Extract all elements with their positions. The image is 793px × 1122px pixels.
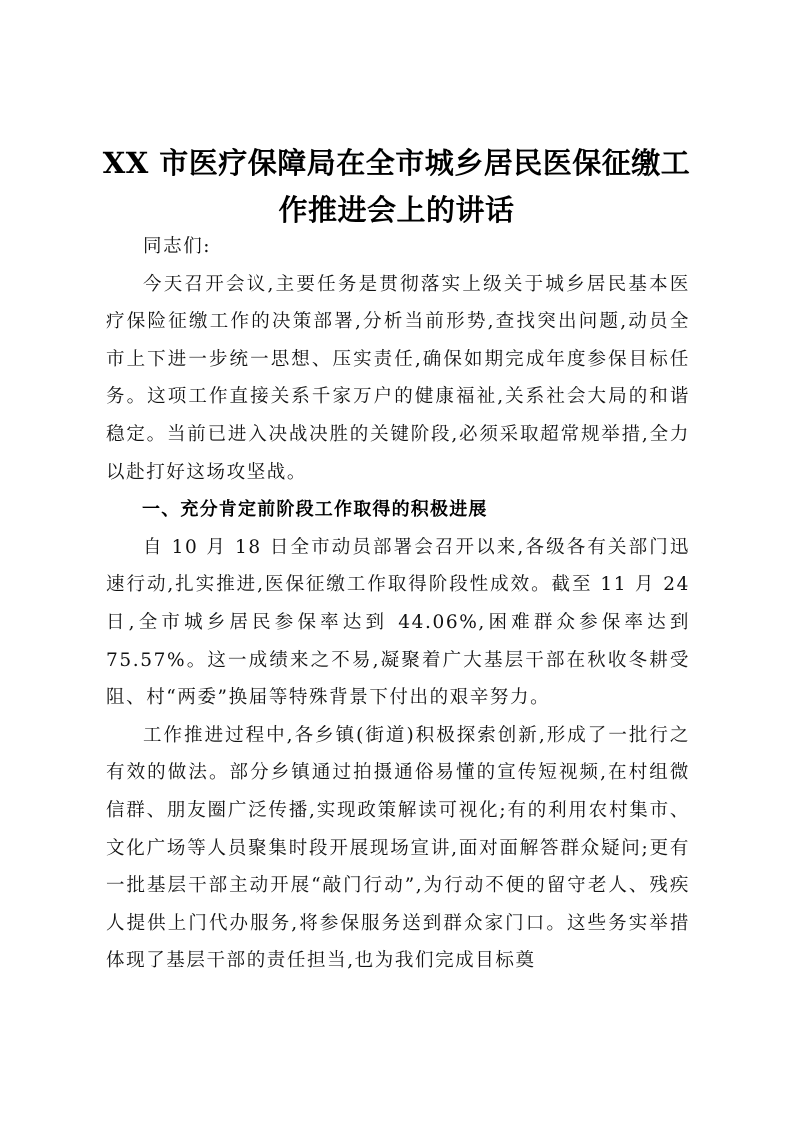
greeting: 同志们: bbox=[143, 236, 212, 257]
title-line-2: 作推进会上的讲话 bbox=[278, 193, 515, 227]
document-body bbox=[106, 228, 690, 980]
paragraph-progress: 自 10 月 18 日全市动员部署会召开以来,各级各有关部门迅速行动,扎实推进,医保征缴工作取得阶段性成效。截至 11 月 24 日,全市城乡居民参保率达到 44.06%,困难群众参保率达到 75.57%。这一成绩来之不易,凝聚着广大基层干部在秋收冬耕受阻、村“两委”换届等特殊背景下付出的艰辛努力。 bbox=[106, 536, 690, 709]
paragraph-practices: 工作推进过程中,各乡镇(街道)积极探索创新,形成了一批行之有效的做法。部分乡镇通过拍摄通俗易懂的宣传短视频,在村组微信群、朋友圈广泛传播,实现政策解读可视化;有的利用农村集市、文化广场等人员聚集时段开展现场宣讲,面对面解答群众疑问;更有一批基层干部主动开展“敲门行动”,为行动不便的留守老人、残疾人提供上门代办服务,将参保服务送到群众家门口。这些务实举措体现了基层干部的责任担当,也为我们完成目标奠 bbox=[106, 724, 690, 972]
paragraph-intro: 今天召开会议,主要任务是贯彻落实上级关于城乡居民基本医疗保险征缴工作的决策部署,分析当前形势,查找突出问题,动员全市上下进一步统一思想、压实责任,确保如期完成年度参保目标任务。这项工作直接关系千家万户的健康福祉,关系社会大局的和谐稳定。当前已进入决战决胜的关键阶段,必须采取超常规举措,全力以赴打好这场攻坚战。 bbox=[106, 273, 690, 483]
title-line-1: XX 市医疗保障局在全市城乡居民医保征缴工 bbox=[102, 146, 691, 180]
section-heading: 一、充分肯定前阶段工作取得的积极进展 bbox=[142, 499, 488, 521]
document-title bbox=[100, 140, 693, 234]
